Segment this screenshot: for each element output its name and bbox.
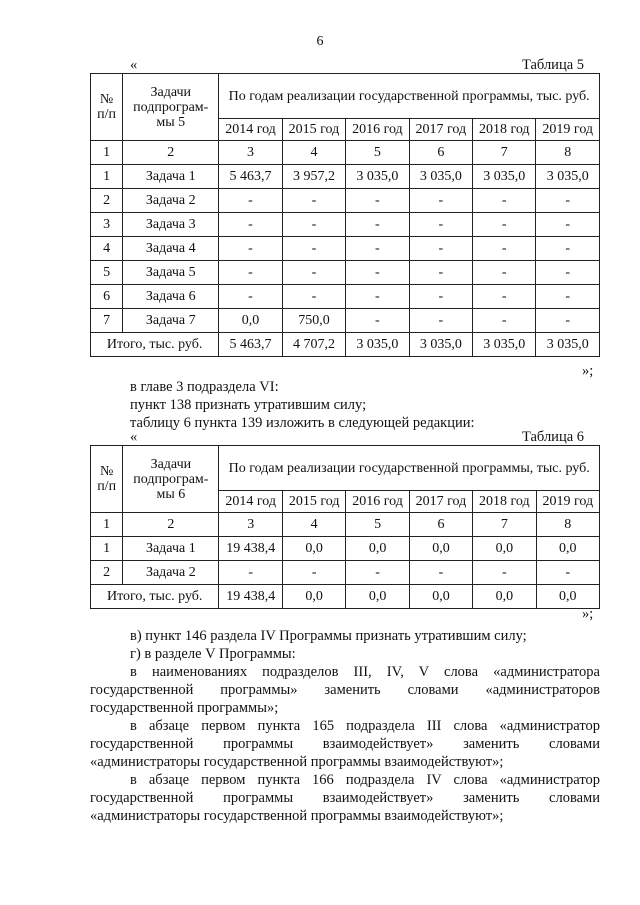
table-cell: 750,0 — [282, 309, 345, 333]
task-name-cell: Задача 2 — [123, 561, 219, 585]
table-cell: - — [409, 189, 472, 213]
table-cell: 3 — [219, 141, 282, 165]
table-cell: - — [536, 285, 600, 309]
paragraph: таблицу 6 пункта 139 изложить в следующей редакции: — [130, 415, 475, 431]
table-cell: - — [219, 561, 283, 585]
paragraph-line: «администраторы государственной программы взаимодействуют»; — [90, 808, 504, 824]
paragraph-line: государственной программы взаимодействует» заменить словами — [90, 736, 600, 752]
row-number-cell: 3 — [91, 213, 123, 237]
header-year: 2014 год — [219, 119, 282, 141]
header-year: 2018 год — [473, 491, 536, 513]
task-name-cell: Задача 5 — [123, 261, 219, 285]
table-cell: 3 035,0 — [409, 165, 472, 189]
column-numbers-row — [91, 141, 600, 165]
table-cell: 8 — [536, 141, 600, 165]
table-cell: 6 — [409, 513, 472, 537]
table-cell: - — [473, 561, 536, 585]
header-year: 2019 год — [536, 491, 599, 513]
header-year: 2017 год — [409, 119, 472, 141]
header-years-title: По годам реализации государственной программы, тыс. руб. — [219, 446, 600, 491]
table-cell: 0,0 — [409, 537, 472, 561]
column-numbers-row — [91, 513, 600, 537]
quote-open: « — [130, 57, 138, 73]
total-label: Итого, тыс. руб. — [91, 585, 219, 609]
table-cell: - — [282, 261, 345, 285]
table-cell: 1 — [91, 141, 123, 165]
table-cell: 0,0 — [536, 537, 599, 561]
task-name-cell: Задача 6 — [123, 285, 219, 309]
table-row — [91, 213, 600, 237]
table-cell: 0,0 — [282, 537, 345, 561]
task-name-cell: Задача 1 — [123, 165, 219, 189]
paragraph: в) пункт 146 раздела IV Программы признать утратившим силу; — [130, 628, 527, 644]
row-number-cell: 4 — [91, 237, 123, 261]
paragraph-line: государственной программы»; — [90, 700, 279, 716]
table-cell: 3 035,0 — [346, 165, 409, 189]
table-cell: 3 035,0 — [409, 333, 472, 357]
table-5-body — [91, 165, 600, 333]
header-tasks: Задачи подпрограм-мы 5 — [123, 74, 219, 141]
table-cell: - — [409, 561, 472, 585]
table-cell: - — [409, 237, 472, 261]
paragraph-line: «администраторы государственной программы взаимодействуют»; — [90, 754, 504, 770]
task-name-cell: Задача 3 — [123, 213, 219, 237]
quote-close: »; — [582, 606, 594, 622]
table-cell: 6 — [409, 141, 472, 165]
table-cell: 5 463,7 — [219, 333, 282, 357]
header-year: 2015 год — [282, 491, 345, 513]
table-cell: 7 — [473, 141, 536, 165]
table-6-body — [91, 537, 600, 585]
table-cell: 0,0 — [473, 585, 536, 609]
row-number-cell: 6 — [91, 285, 123, 309]
table-row — [91, 285, 600, 309]
page-number: 6 — [316, 34, 324, 49]
header-year: 2017 год — [409, 491, 472, 513]
table-cell: - — [409, 285, 472, 309]
table-cell: 2 — [123, 141, 219, 165]
header-year: 2018 год — [473, 119, 536, 141]
table-cell: - — [536, 213, 600, 237]
table-cell: - — [536, 309, 600, 333]
table-row — [91, 309, 600, 333]
table-cell: - — [473, 285, 536, 309]
table-cell: 4 — [282, 141, 345, 165]
table-caption: Таблица 6 — [522, 429, 585, 445]
table-cell: - — [473, 189, 536, 213]
task-name-cell: Задача 4 — [123, 237, 219, 261]
header-year: 2019 год — [536, 119, 600, 141]
table-cell: 4 707,2 — [282, 333, 345, 357]
table-cell: 3 035,0 — [473, 333, 536, 357]
header-year: 2014 год — [219, 491, 283, 513]
table-cell: - — [282, 285, 345, 309]
table-row — [91, 189, 600, 213]
table-cell: 2 — [123, 513, 219, 537]
header-year: 2015 год — [282, 119, 345, 141]
table-cell: - — [346, 237, 409, 261]
table-cell: 5 — [346, 141, 409, 165]
table-cell: 0,0 — [346, 537, 409, 561]
paragraph-line: в абзаце первом пункта 166 подраздела IV слова «администратор — [130, 772, 600, 788]
table-cell: - — [282, 213, 345, 237]
table-cell: 0,0 — [409, 585, 472, 609]
table-row — [91, 537, 600, 561]
table-cell: - — [473, 237, 536, 261]
table-cell: - — [346, 261, 409, 285]
table-row — [91, 561, 600, 585]
table-cell: 1 — [91, 513, 123, 537]
table-cell: - — [536, 261, 600, 285]
table-cell: 3 035,0 — [346, 333, 409, 357]
table-cell: - — [346, 285, 409, 309]
total-label: Итого, тыс. руб. — [91, 333, 219, 357]
paragraph-line: в наименованиях подразделов III, IV, V слова «администратора — [130, 664, 600, 680]
table-cell: 5 — [346, 513, 409, 537]
quote-close: »; — [582, 363, 594, 379]
table-cell: 0,0 — [346, 585, 409, 609]
table-cell: - — [282, 189, 345, 213]
table-cell: - — [409, 261, 472, 285]
header-num: № п/п — [91, 446, 123, 513]
table-cell: 0,0 — [536, 585, 599, 609]
paragraph: пункт 138 признать утратившим силу; — [130, 397, 367, 413]
table-cell: - — [409, 309, 472, 333]
table-cell: 19 438,4 — [219, 585, 283, 609]
table-cell: - — [219, 261, 282, 285]
table-cell: - — [282, 237, 345, 261]
row-number-cell: 2 — [91, 561, 123, 585]
paragraph-line: в абзаце первом пункта 165 подраздела III слова «администратор — [130, 718, 600, 734]
table-cell: - — [346, 189, 409, 213]
table-6 — [90, 445, 600, 609]
task-name-cell: Задача 2 — [123, 189, 219, 213]
table-row — [91, 237, 600, 261]
row-number-cell: 2 — [91, 189, 123, 213]
table-total-row — [91, 333, 600, 357]
table-cell: - — [346, 309, 409, 333]
table-5 — [90, 73, 600, 357]
header-tasks: Задачи подпрограм-мы 6 — [123, 446, 219, 513]
quote-open: « — [130, 429, 138, 445]
table-cell: 8 — [536, 513, 599, 537]
header-year: 2016 год — [346, 491, 409, 513]
table-cell: - — [346, 213, 409, 237]
paragraph: г) в разделе V Программы: — [130, 646, 296, 662]
table-caption: Таблица 5 — [522, 57, 585, 73]
table-cell: - — [282, 561, 345, 585]
task-name-cell: Задача 1 — [123, 537, 219, 561]
table-cell: 0,0 — [282, 585, 345, 609]
table-cell: - — [219, 285, 282, 309]
paragraph: в главе 3 подраздела VI: — [130, 379, 279, 395]
table-row — [91, 165, 600, 189]
table-cell: 3 035,0 — [536, 333, 600, 357]
table-cell: 19 438,4 — [219, 537, 283, 561]
header-year: 2016 год — [346, 119, 409, 141]
table-cell: - — [219, 189, 282, 213]
paragraph-line: государственной программы взаимодействует» заменить словами — [90, 790, 600, 806]
table-cell: - — [536, 561, 599, 585]
row-number-cell: 1 — [91, 165, 123, 189]
table-cell: 0,0 — [219, 309, 282, 333]
table-cell: - — [473, 309, 536, 333]
task-name-cell: Задача 7 — [123, 309, 219, 333]
header-years-title: По годам реализации государственной программы, тыс. руб. — [219, 74, 600, 119]
table-cell: 3 — [219, 513, 283, 537]
table-cell: - — [219, 213, 282, 237]
table-cell: - — [536, 237, 600, 261]
table-cell: 7 — [473, 513, 536, 537]
table-cell: - — [536, 189, 600, 213]
table-cell: 3 035,0 — [473, 165, 536, 189]
row-number-cell: 5 — [91, 261, 123, 285]
table-cell: 5 463,7 — [219, 165, 282, 189]
table-cell: 0,0 — [473, 537, 536, 561]
row-number-cell: 1 — [91, 537, 123, 561]
table-cell: - — [409, 213, 472, 237]
table-cell: 3 035,0 — [536, 165, 600, 189]
table-cell: - — [473, 261, 536, 285]
row-number-cell: 7 — [91, 309, 123, 333]
header-num: № п/п — [91, 74, 123, 141]
table-total-row — [91, 585, 600, 609]
table-cell: - — [473, 213, 536, 237]
table-cell: 4 — [282, 513, 345, 537]
table-row — [91, 261, 600, 285]
table-cell: - — [346, 561, 409, 585]
table-cell: - — [219, 237, 282, 261]
paragraph-line: государственной программы» заменить словами «администраторов — [90, 682, 600, 698]
table-cell: 3 957,2 — [282, 165, 345, 189]
